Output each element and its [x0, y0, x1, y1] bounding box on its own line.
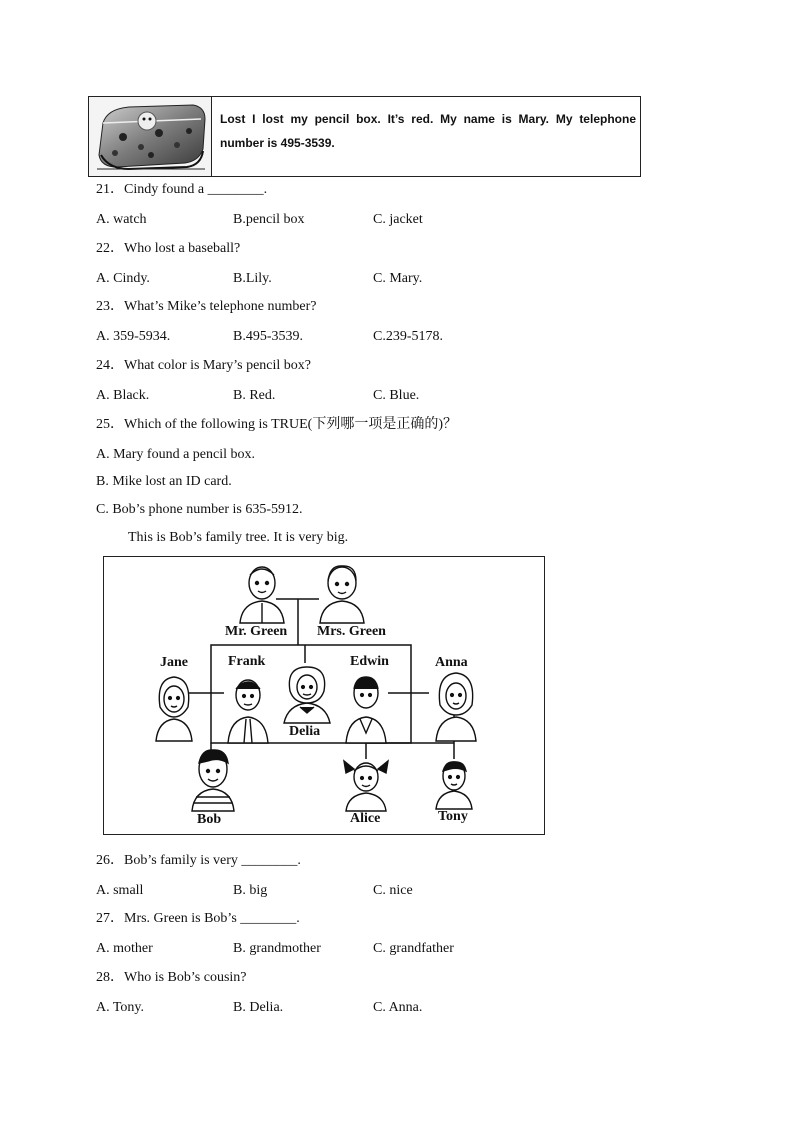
alice-icon	[340, 757, 392, 813]
option-23-c: C.239-5178.	[373, 329, 443, 344]
anna-icon	[432, 669, 480, 743]
option-27-a: A. mother	[96, 941, 153, 956]
option-23-a: A. 359-5934.	[96, 329, 171, 344]
question-21	[96, 181, 267, 199]
option-25-a: A. Mary found a pencil box.	[96, 447, 256, 462]
pencil-box-photo-cell	[89, 97, 212, 176]
question-text: Who lost a baseball?	[124, 241, 241, 256]
question-number: 25．	[96, 417, 124, 432]
question-text: Cindy found a ________.	[124, 182, 268, 197]
question-number: 26．	[96, 853, 124, 868]
option-25-c: C. Bob’s phone number is 635-5912.	[96, 502, 303, 517]
edwin-icon	[342, 673, 390, 745]
question-number: 22．	[96, 241, 124, 256]
option-21-b: B.pencil box	[233, 212, 305, 227]
option-27-b: B. grandmother	[233, 941, 321, 956]
question-text: Who is Bob’s cousin?	[124, 970, 247, 985]
question-number: 23．	[96, 299, 124, 314]
grandfather-icon	[236, 563, 288, 625]
name-mr-green: Mr. Green	[225, 624, 288, 639]
option-22-c: C. Mary.	[373, 271, 423, 286]
question-text: What color is Mary’s pencil box?	[124, 358, 312, 373]
question-28	[96, 969, 247, 987]
question-number: 27．	[96, 911, 124, 926]
option-21-a: A. watch	[96, 212, 147, 227]
question-number: 24．	[96, 358, 124, 373]
option-24-c: C. Blue.	[373, 388, 420, 403]
bob-icon	[188, 747, 238, 813]
option-28-b: B. Delia.	[233, 1000, 284, 1015]
lost-notice-table	[88, 96, 641, 177]
question-text: What’s Mike’s telephone number?	[124, 299, 317, 314]
option-27-c: C. grandfather	[373, 941, 454, 956]
jane-icon	[152, 673, 196, 743]
name-delia: Delia	[289, 724, 321, 739]
delia-icon	[282, 665, 332, 725]
name-alice: Alice	[350, 811, 381, 826]
option-26-c: C. nice	[373, 883, 413, 898]
name-frank: Frank	[228, 654, 266, 669]
question-text: Which of the following is TRUE(下列哪一项是正确的)？	[124, 417, 457, 432]
question-23	[96, 298, 316, 316]
option-22-a: A. Cindy.	[96, 271, 150, 286]
family-tree-figure	[103, 556, 545, 835]
name-jane: Jane	[160, 655, 188, 670]
question-number: 21．	[96, 182, 124, 197]
option-26-a: A. small	[96, 883, 144, 898]
lost-notice-text: Lost I lost my pencil box. It’s red. My name is Mary. My telephone number is 495-3539.	[220, 112, 636, 150]
option-21-c: C. jacket	[373, 212, 423, 227]
option-24-b: B. Red.	[233, 388, 276, 403]
option-23-b: B.495-3539.	[233, 329, 303, 344]
question-text: Bob’s family is very ________.	[124, 853, 301, 868]
option-25-b: B. Mike lost an ID card.	[96, 474, 232, 489]
option-28-c: C. Anna.	[373, 1000, 423, 1015]
name-mrs-green: Mrs. Green	[317, 624, 386, 639]
question-22	[96, 240, 240, 258]
option-24-a: A. Black.	[96, 388, 150, 403]
option-28-a: A. Tony.	[96, 1000, 145, 1015]
question-26	[96, 852, 301, 870]
question-24	[96, 357, 311, 375]
question-text: Mrs. Green is Bob’s ________.	[124, 911, 300, 926]
name-tony: Tony	[438, 809, 468, 824]
name-bob: Bob	[197, 812, 222, 827]
question-number: 28．	[96, 970, 124, 985]
option-26-b: B. big	[233, 883, 268, 898]
question-25	[96, 416, 457, 434]
grandmother-icon	[316, 563, 368, 625]
frank-icon	[224, 673, 272, 745]
question-27	[96, 910, 300, 928]
tony-icon	[432, 759, 476, 811]
name-anna: Anna	[435, 655, 468, 670]
family-tree-intro: This is Bob’s family tree. It is very big.	[128, 530, 349, 545]
option-22-b: B.Lily.	[233, 271, 272, 286]
name-edwin: Edwin	[350, 654, 389, 669]
pencil-box-photo-icon	[89, 97, 211, 176]
